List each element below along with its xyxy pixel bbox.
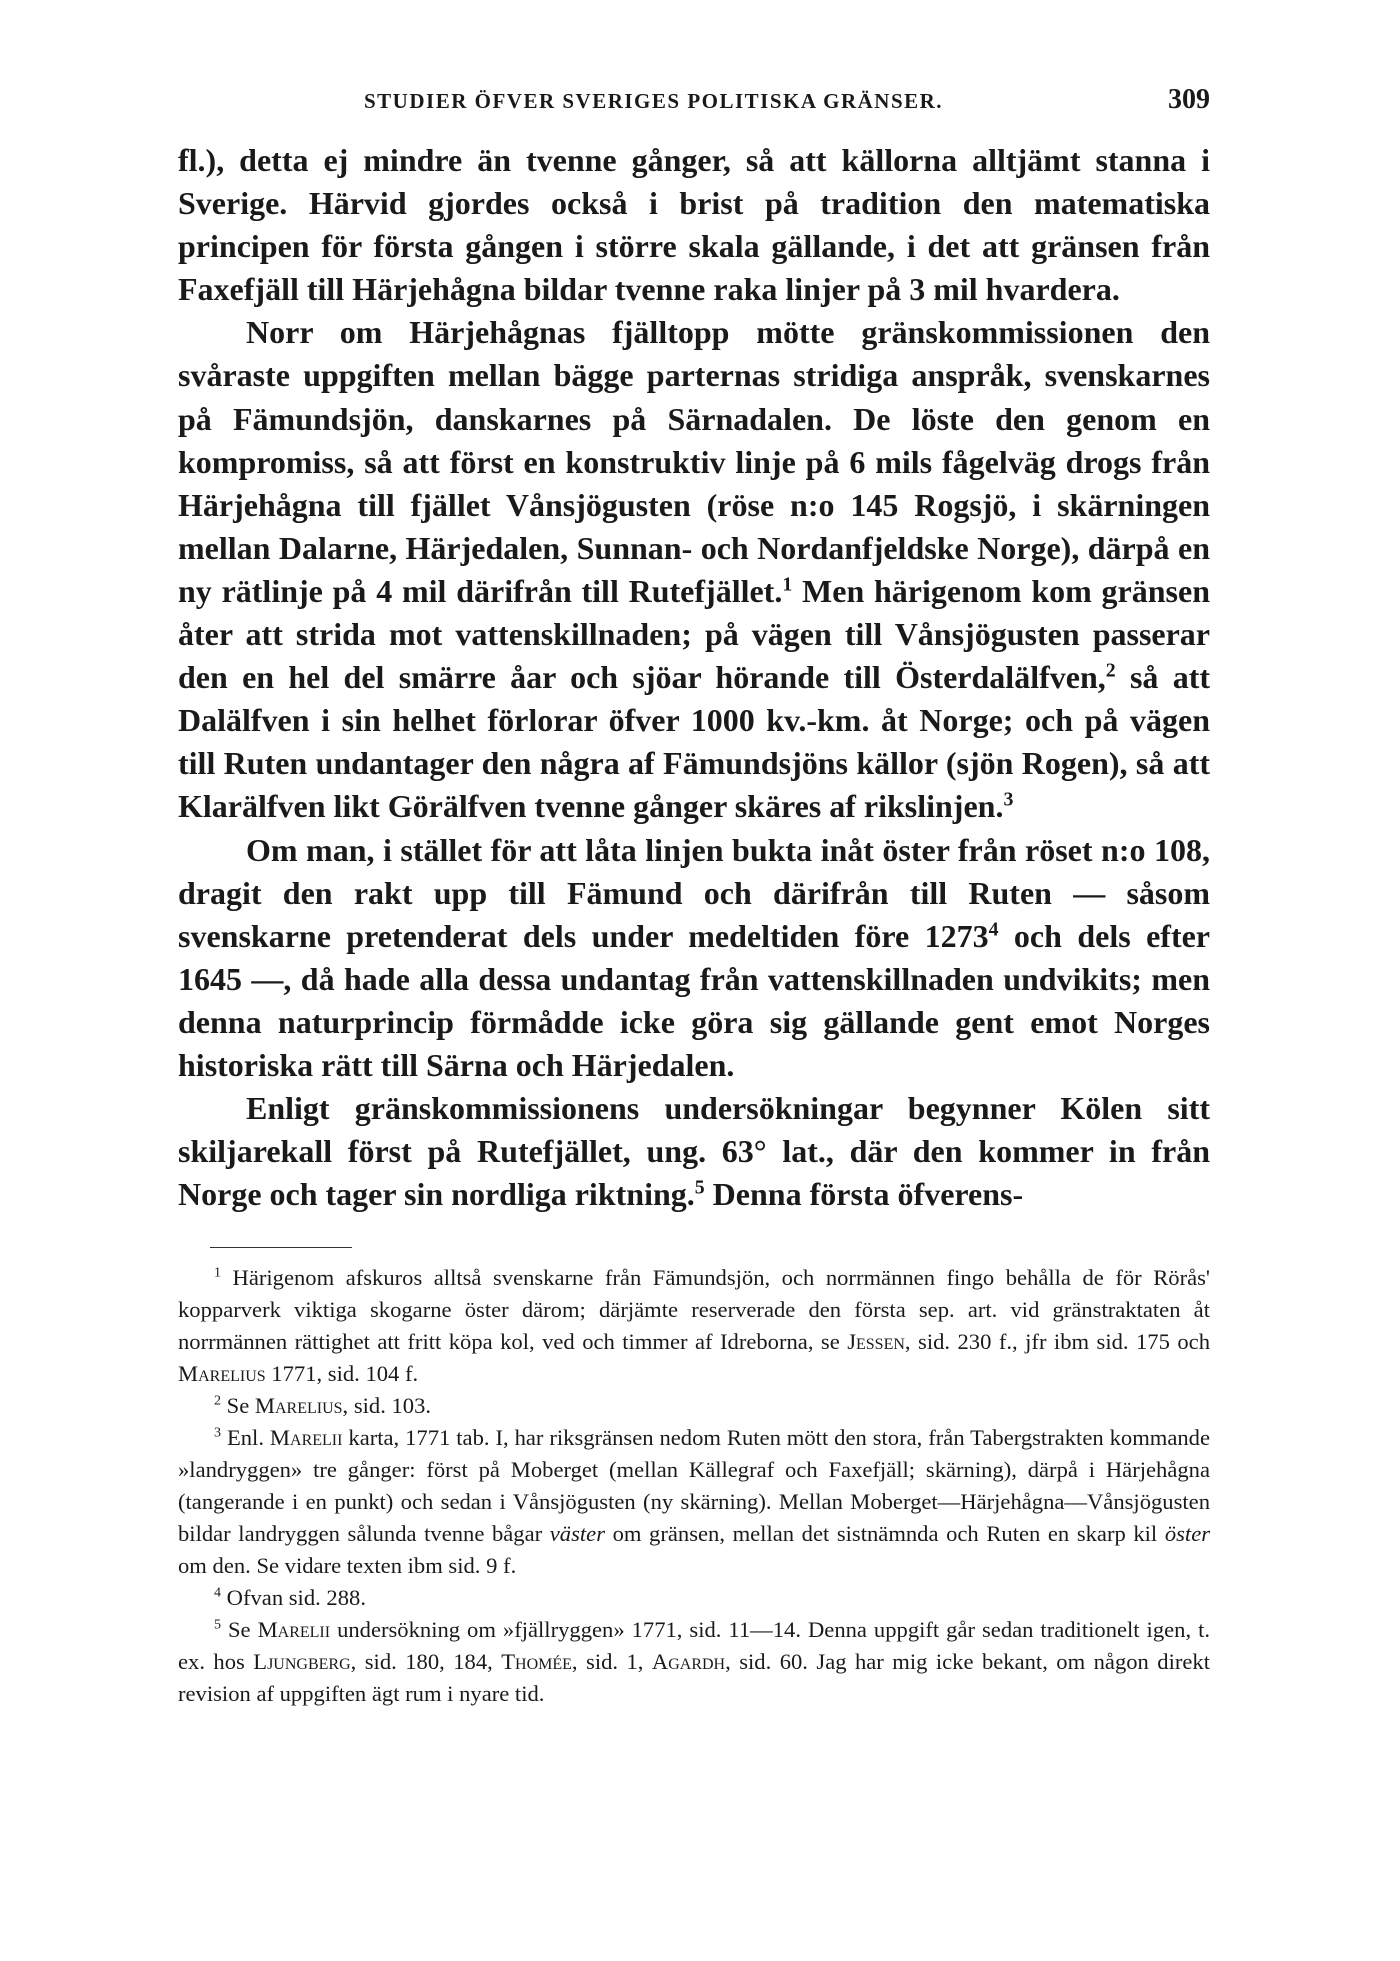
footnote-3-italic-1: väster: [549, 1521, 605, 1546]
footnote-5-text-d: , sid. 1,: [571, 1649, 652, 1674]
footnote-2-text-b: , sid. 103.: [342, 1393, 432, 1418]
paragraph-2: [178, 311, 1210, 828]
footnote-5-author-3: Thomée: [501, 1649, 572, 1674]
footnote-3-marker: 3: [214, 1425, 221, 1441]
footnote-divider: [210, 1247, 352, 1248]
footnote-5-marker: 5: [214, 1617, 221, 1633]
footnote-3-italic-2: öster: [1164, 1521, 1211, 1546]
footnote-5-text-b: undersökning om »fjällryggen» 1771, sid. 11—14. Denna uppgift går sedan traditionelt igen, t. ex. hos: [178, 1617, 1211, 1674]
footnote-2-text-a: Se: [221, 1393, 255, 1418]
footnote-ref-2: 2: [1105, 659, 1116, 682]
paragraph-1: [178, 139, 1210, 311]
footnote-2: [178, 1390, 1210, 1422]
footnote-3-text-b: karta, 1771 tab. I, har riksgränsen nedom Ruten mött den stora, från Tabergstrakten kommande »landryggen» tre gånger: först på Moberget (mellan Källegraf och Faxefjäll; skärning), därpå i Härjehågna (tangerande i en punkt) och sedan i Vånsjögusten (ny skärning). Mellan Moberget—Härjehågna—Vånsjögusten bildar landryggen sålunda tvenne bågar: [178, 1425, 1210, 1546]
footnote-1-author-2: Marelius: [178, 1361, 266, 1386]
footnote-2-marker: 2: [214, 1393, 221, 1409]
footnote-ref-3: 3: [1003, 788, 1014, 811]
body-text: [178, 139, 1210, 1216]
footnote-3: [178, 1422, 1210, 1582]
page-number: 309: [1168, 84, 1210, 115]
footnote-3-text-a: Enl.: [221, 1425, 270, 1450]
footnote-3-author-1: Marelii: [269, 1425, 343, 1450]
footnote-ref-4: 4: [988, 918, 999, 941]
page-header: [178, 84, 1210, 116]
footnote-ref-5: 5: [694, 1176, 705, 1199]
paragraph-2-text-c: så att Dalälfven i sin helhet förlorar öfver 1000 kv.-km. åt Norge; och på vägen till Ruten undantager den några af Fämundsjöns källor (sjön Rogen), så att Klarälfven likt Görälfven tvenne gånger skäres af rikslinjen.: [178, 659, 1210, 825]
footnote-5-text-e: , sid. 60. Jag har mig icke bekant, om någon direkt revision af uppgiften ägt rum i nyare tid.: [178, 1649, 1210, 1706]
footnote-1-marker: 1: [214, 1265, 221, 1281]
footnote-3-text-d: om den. Se vidare texten ibm sid. 9 f.: [178, 1553, 517, 1578]
footnote-1-text-b: , sid. 230 f., jfr ibm sid. 175 och: [904, 1329, 1210, 1354]
footnote-5-text-c: , sid. 180, 184,: [350, 1649, 502, 1674]
paragraph-3: [178, 829, 1210, 1088]
paragraph-2-text-b: Men härigenom kom gränsen åter att strida mot vattenskillnaden; på vägen till Vånsjögusten passerar den en hel del smärre åar och sjöar hörande till Österdalälfven,: [178, 572, 1211, 696]
paragraph-2-text-a: Norr om Härjehågnas fjälltopp mötte gränskommissionen den svåraste uppgiften mellan bägge parternas stridiga anspråk, svenskarnes på Fämundsjön, danskarnes på Särnadalen. De löste den genom en kompromiss, så att först en konstruktiv linje på 6 mils fågelväg drogs från Härjehågna till fjället Vånsjögusten (röse n:o 145 Rogsjö, i skärningen mellan Dalarne, Härjedalen, Sunnan- och Nordanfjeldske Norge), därpå en ny rätlinje på 4 mil därifrån till Rutefjället.: [178, 314, 1210, 609]
paragraph-4-text-a: Enligt gränskommissionens undersökningar begynner Kölen sitt skiljarekall först på Rutefjället, ung. 63° lat., där den kommer in från Norge och tager sin nordliga riktning.: [178, 1090, 1210, 1213]
footnotes: [178, 1262, 1210, 1710]
paragraph-4: [178, 1087, 1210, 1216]
footnote-5-author-2: Ljungberg: [253, 1649, 351, 1674]
footnote-5-text-a: Se: [221, 1617, 258, 1642]
footnote-1-text-a: Härigenom afskuros alltså svenskarne från Fämundsjön, och norrmännen fingo behålla de för Rörås' kopparverk viktiga skogarne öster därom; därjämte reserverade den första sep. art. vid gränstraktaten åt norrmännen rättighet att fritt köpa kol, ved och timmer af Idreborna, se: [178, 1265, 1210, 1354]
paragraph-3-text-b: och dels efter 1645 —, då hade alla dessa undantag från vattenskillnaden undvikits; men denna naturprincip förmådde icke göra sig gällande gent emot Norges historiska rätt till Särna och Härjedalen.: [178, 917, 1211, 1083]
footnote-2-author-1: Marelius: [254, 1393, 343, 1418]
footnote-3-text-c: om gränsen, mellan det sistnämnda och Ruten en skarp kil: [604, 1521, 1165, 1546]
footnote-1: [178, 1262, 1210, 1390]
paragraph-1-text: fl.), detta ej mindre än tvenne gånger, så att källorna alltjämt stanna i Sverige. Härvid gjordes också i brist på tradition den matematiska principen för första gången i större skala gällande, i det att gränsen från Faxefjäll till Härjehågna bildar tvenne raka linjer på 3 mil hvardera.: [178, 142, 1210, 308]
footnote-5: [178, 1614, 1210, 1710]
footnote-ref-1: 1: [782, 573, 793, 596]
paragraph-3-text-a: Om man, i stället för att låta linjen bukta inåt öster från röset n:o 108, dragit den rakt upp till Fämund och därifrån till Ruten — såsom svenskarne pretenderat dels under medeltiden före 1273: [178, 831, 1210, 954]
running-title: STUDIER ÖFVER SVERIGES POLITISKA GRÄNSER.: [364, 89, 944, 113]
paragraph-4-text-b: Denna första öfverens-: [704, 1176, 1024, 1213]
footnote-5-author-1: Marelii: [257, 1617, 331, 1642]
footnote-4-marker: 4: [214, 1585, 221, 1601]
footnote-4: [178, 1582, 1210, 1614]
footnote-1-text-c: 1771, sid. 104 f.: [265, 1361, 419, 1386]
footnote-4-text-a: Ofvan sid. 288.: [221, 1585, 366, 1610]
footnote-5-author-4: Agardh: [651, 1649, 726, 1674]
footnote-1-author-1: Jessen: [847, 1329, 905, 1354]
